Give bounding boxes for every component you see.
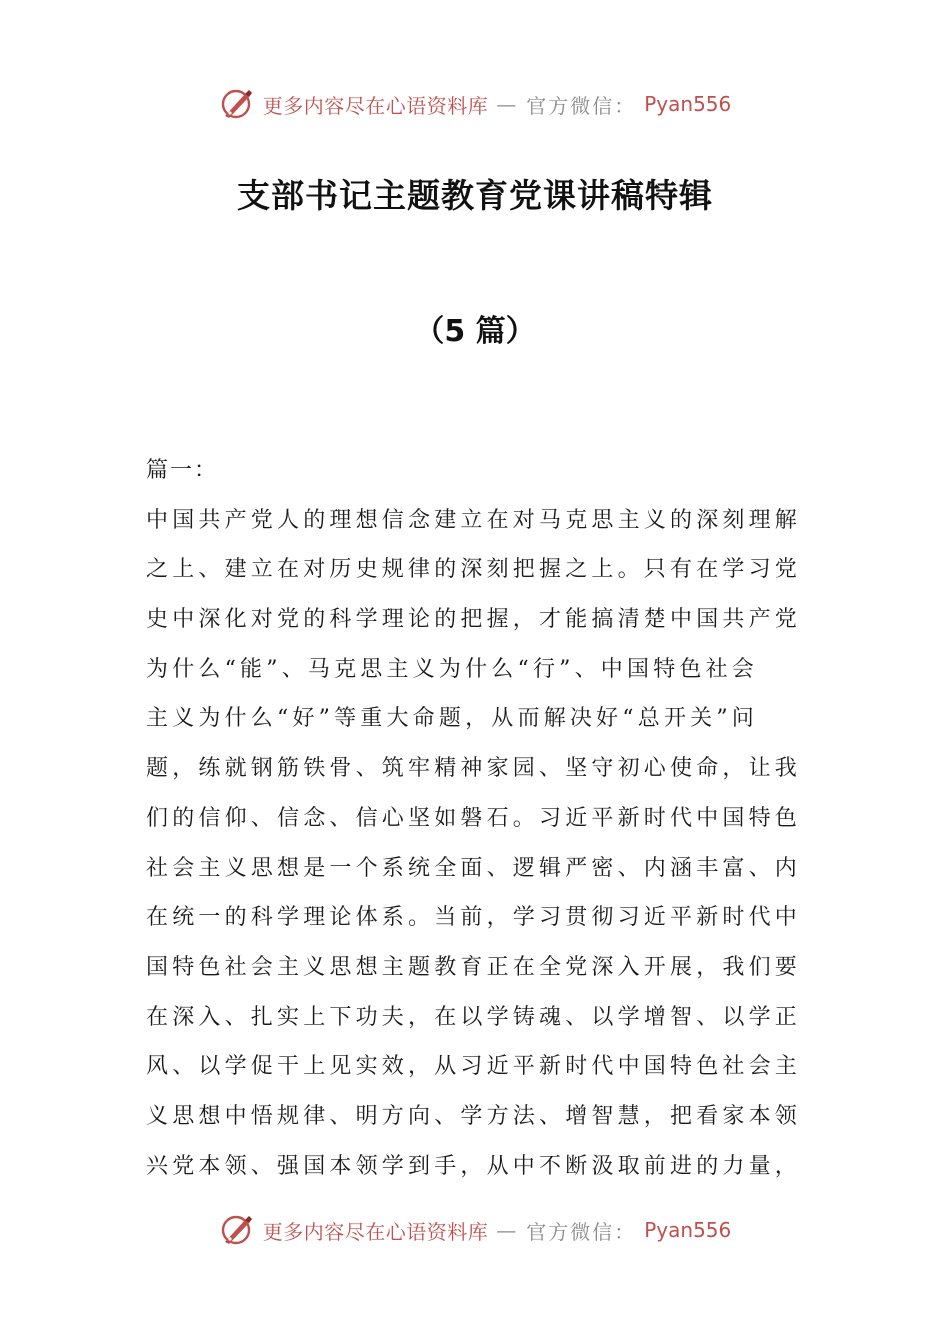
banner-wechat-label: 官方微信：: [526, 93, 637, 118]
body-line: 在统一的科学理论体系。当前，学习贯彻习近平新时代中: [146, 905, 802, 931]
body-line: 主义为什么“好”等重大命题，从而解决好“总开关”问: [146, 706, 758, 732]
banner-dash: —: [496, 1218, 519, 1242]
footer-banner: [0, 1210, 950, 1250]
banner-wechat-handle: Pyan556: [644, 92, 732, 116]
body-line: 们的信仰、信念、信心坚如磐石。习近平新时代中国特色: [146, 805, 802, 831]
body-line: 中国共产党人的理想信念建立在对马克思主义的深刻理解: [146, 507, 802, 533]
pen-logo-icon: [219, 86, 255, 122]
body-line: 义思想中悟规律、明方向、学方法、增智慧，把看家本领: [146, 1103, 802, 1129]
body-line: 题，练就钢筋铁骨、筑牢精神家园、坚守初心使命，让我: [146, 756, 802, 782]
body-line: 社会主义思想是一个系统全面、逻辑严密、内涵丰富、内: [146, 855, 802, 881]
document-title: 支部书记主题教育党课讲稿特辑: [237, 176, 713, 215]
body-line: 史中深化对党的科学理论的把握，才能搞清楚中国共产党: [146, 607, 802, 633]
body-line: 之上、建立在对历史规律的深刻把握之上。只有在学习党: [146, 557, 802, 583]
body-line: 风、以学促干上见实效，从习近平新时代中国特色社会主: [146, 1054, 802, 1080]
body-line: 国特色社会主义思想主题教育正在全党深入开展，我们要: [146, 954, 802, 980]
body-line: 为什么“能”、马克思主义为什么“行”、中国特色社会: [146, 656, 758, 682]
pen-logo-icon: [219, 1212, 255, 1248]
header-banner: [0, 84, 950, 124]
banner-dash: —: [496, 92, 519, 116]
body-line: 兴党本领、强国本领学到手，从中不断汲取前进的力量，: [146, 1153, 802, 1179]
banner-tagline: 更多内容尽在心语资料库: [262, 93, 489, 118]
section-label: 篇一：: [146, 458, 219, 483]
document-subtitle: （5 篇）: [414, 314, 536, 349]
banner-tagline: 更多内容尽在心语资料库: [262, 1219, 489, 1244]
body-line: 在深入、扎实上下功夫，在以学铸魂、以学增智、以学正: [146, 1004, 802, 1030]
document-body: [146, 446, 806, 1191]
banner-wechat-handle: Pyan556: [644, 1218, 732, 1242]
banner-wechat-label: 官方微信：: [526, 1219, 637, 1244]
